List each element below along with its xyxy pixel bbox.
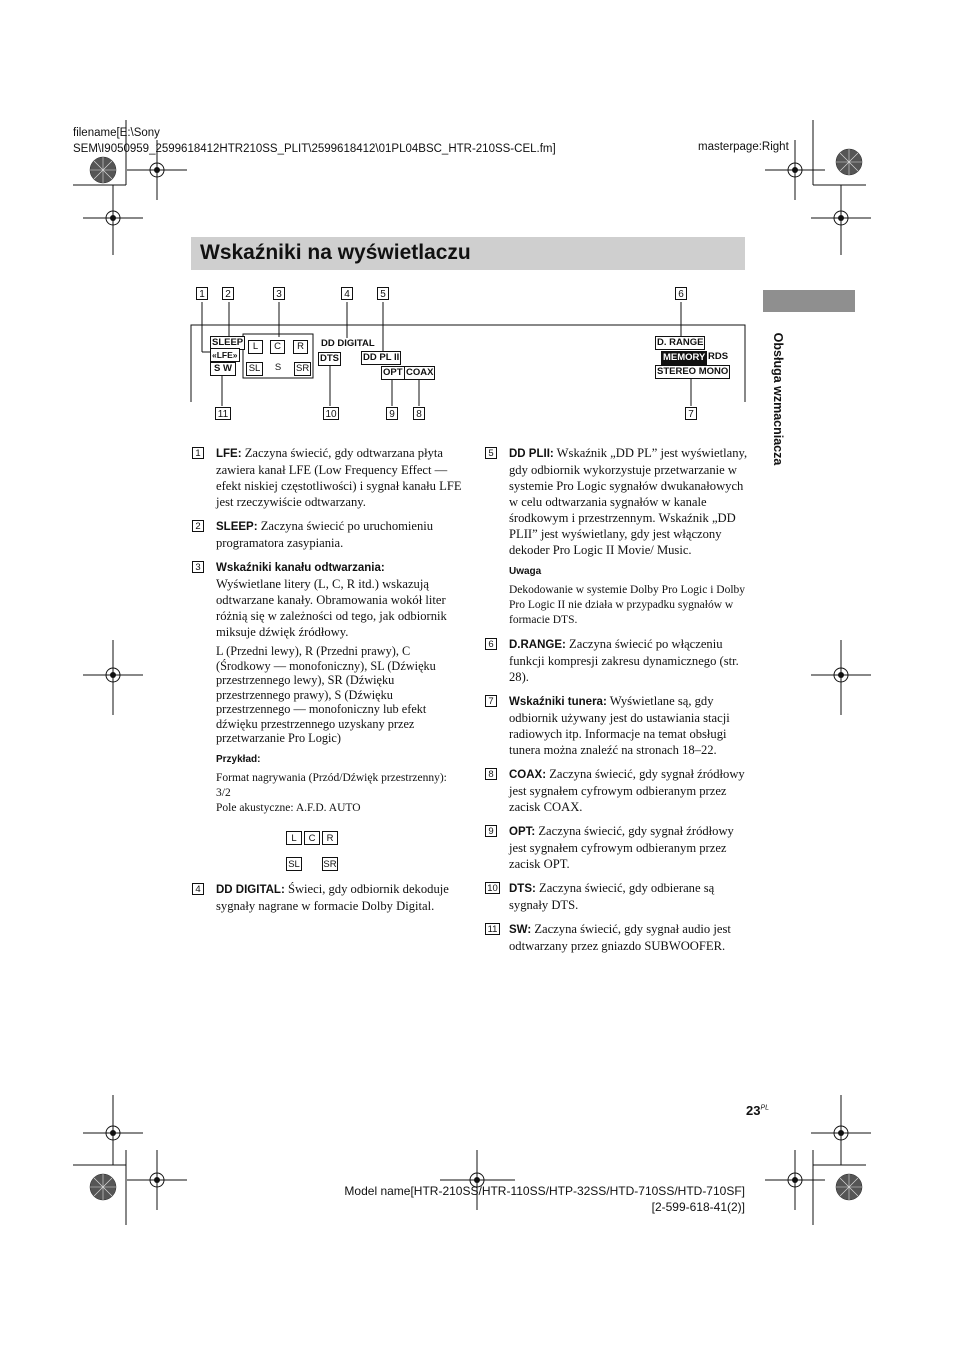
diagram-callout-10: 10 <box>323 407 339 420</box>
item-number: 11 <box>485 923 500 935</box>
list-item <box>192 881 462 914</box>
list-item <box>192 559 462 871</box>
diagram-callout-11: 11 <box>215 407 231 420</box>
page-number-value: 23 <box>746 1103 761 1118</box>
l-indicator: L <box>248 340 263 354</box>
memory-indicator: MEMORY <box>663 352 706 363</box>
item-text: Wskaźnik „DD PL” jest wyświetlany, gdy odbiornik wykorzystuje przetwarzanie w systemie Pro Logic sygnałów dwukanałowych w celu odtwarzania sygnałów w kanale środkowym i przestrzennym. Wskaźnik „DD PLII” jest wyświetlany, gdy jest włączony dekoder Pro Logic II Movie/ Music. <box>509 446 748 557</box>
diagram-callout-7: 7 <box>685 407 697 420</box>
item-text: Świeci, gdy odbiornik dekoduje sygnały nagrane w formacie Dolby Digital. <box>216 881 449 913</box>
drange-indicator: D. RANGE <box>657 337 704 348</box>
list-item <box>485 445 749 628</box>
plii-indicator: DD PL II <box>363 352 400 363</box>
filename-line2: SEM\I9050959_2599618412HTR210SS_PLIT\2599618412\01PL04BSC_HTR-210SS-CEL.fm] <box>73 143 556 155</box>
r-indicator: R <box>293 340 308 354</box>
diagram-callout-9: 9 <box>386 407 398 420</box>
list-item <box>192 518 462 551</box>
opt-indicator: OPT <box>383 367 403 378</box>
item-number: 1 <box>192 447 204 459</box>
page-language-suffix: PL <box>760 1104 770 1112</box>
stereo-mono-indicator: STEREO MONO <box>657 366 729 377</box>
item-text: Zaczyna świecić, gdy sygnał audio jest odtwarzany przez gniazdo SUBWOOFER. <box>509 922 731 953</box>
item-label: Wskaźniki tunera: <box>509 696 607 708</box>
diagram-callout-1: 1 <box>196 287 208 300</box>
sw-indicator: S W <box>210 362 236 376</box>
item-text: Wyświetlane są, gdy odbiornik używany jest do ustawiania stacji radiowych itp. Informacje na temat obsługi tunera można znaleźć na stronach 18–22. <box>509 694 730 757</box>
list-item <box>485 921 749 954</box>
item-number: 10 <box>485 882 500 894</box>
item-text: Zaczyna świecić, gdy sygnał źródłowy jest sygnałem cyfrowym odbieranym przez zacisk OPT. <box>509 824 734 871</box>
item-text: Zaczyna świecić, gdy odbierane są sygnały DTS. <box>509 881 715 912</box>
item-label: LFE: <box>216 448 242 460</box>
item-text-channels: L (Przedni lewy), R (Przedni prawy), C (Środkowy — monofoniczny), SL (Dźwięku przestrzennego lewy), SR (Dźwięku przestrzennego prawy), S (Dźwięku przestrzennego — monofoniczny lub efekt dźwięku przestrzennego uzyskany przez przetwarzanie Pro Logic) <box>216 644 436 745</box>
list-item <box>485 636 749 685</box>
rds-indicator: RDS <box>708 351 729 362</box>
right-column <box>485 445 749 962</box>
example-gap <box>304 853 320 867</box>
dd-digital-indicator: DD DIGITAL <box>321 338 375 349</box>
footer-code: [2-599-618-41(2)] <box>651 1200 745 1214</box>
example-sr-box: SR <box>323 858 337 870</box>
footer-model: Model name[HTR-210SS/HTR-110SS/HTP-32SS/HTD-710SS/HTD-710SF] <box>344 1184 745 1198</box>
diagram-callout-5: 5 <box>377 287 389 300</box>
item-number: 8 <box>485 768 497 780</box>
item-label: DTS: <box>509 883 536 895</box>
list-item <box>192 445 462 510</box>
item-number: 7 <box>485 695 497 707</box>
list-item <box>485 880 749 913</box>
list-item <box>485 766 749 815</box>
masterpage-label: masterpage:Right <box>698 141 789 153</box>
example-r-box: R <box>322 831 338 845</box>
page-title: Wskaźniki na wyświetlaczu <box>200 241 471 264</box>
item-number: 6 <box>485 638 497 650</box>
diagram-callout-2: 2 <box>222 287 234 300</box>
diagram-callout-3: 3 <box>273 287 285 300</box>
item-number: 5 <box>485 447 497 459</box>
diagram-callout-6: 6 <box>675 287 687 300</box>
item-label: DD PLII: <box>509 448 554 460</box>
item-label: SW: <box>509 924 532 936</box>
item-text: Zaczyna świecić po włączeniu funkcji kompresji zakresu dynamicznego (str. 28). <box>509 637 739 684</box>
example-c-box: C <box>304 831 320 845</box>
item-number: 9 <box>485 825 497 837</box>
item-label: D.RANGE: <box>509 639 566 651</box>
sleep-indicator: SLEEP <box>212 337 244 348</box>
item-label: Wskaźniki kanału odtwarzania: <box>216 562 385 574</box>
display-diagram-lines <box>0 0 954 440</box>
item-label: COAX: <box>509 769 547 781</box>
note-text: Dekodowanie w systemie Dolby Pro Logic i Dolby Pro Logic II nie działa w przypadku sygnałów w formacie DTS. <box>509 584 746 626</box>
example-line-1: Format nagrywania (Przód/Dźwięk przestrzenny): 3/2 <box>216 771 447 799</box>
item-text: Wyświetlane litery (L, C, R itd.) wskazują odtwarzane kanały. Obramowania wokół liter różnią się w zależności od tego, jak odbiornik miksuje dźwięk źródłowy. <box>216 577 447 639</box>
note-title: Uwaga <box>509 566 542 577</box>
item-number: 4 <box>192 883 204 895</box>
side-section-label: Obsługa wzmacniacza <box>771 332 785 466</box>
filename-line1: filename[E:\Sony <box>73 127 160 139</box>
s-indicator: S <box>272 362 284 374</box>
example-channel-display <box>286 829 462 871</box>
item-label: DD DIGITAL: <box>216 883 285 896</box>
sr-indicator: SR <box>296 363 310 374</box>
item-number: 2 <box>192 520 204 532</box>
page-number <box>746 1103 769 1118</box>
example-sl-box: SL <box>286 857 302 871</box>
lfe-indicator: «LFE» <box>212 350 238 360</box>
dts-indicator: DTS <box>320 353 339 364</box>
item-label: SLEEP: <box>216 521 258 533</box>
item-text: Zaczyna świecić, gdy sygnał źródłowy jest sygnałem cyfrowym odbieranym przez zacisk COAX. <box>509 767 745 814</box>
coax-indicator: COAX <box>406 367 434 378</box>
item-text: Zaczyna świecić po uruchomieniu programatora zasypiania. <box>216 519 434 550</box>
example-title: Przykład: <box>216 753 261 765</box>
example-l-box: L <box>286 831 302 845</box>
item-number: 3 <box>192 561 204 573</box>
example-line-2: Pole akustyczne: A.F.D. AUTO <box>216 801 361 814</box>
left-column <box>192 445 462 922</box>
c-indicator: C <box>270 340 285 354</box>
item-label: OPT: <box>509 826 536 838</box>
diagram-callout-4: 4 <box>341 287 353 300</box>
item-text: Zaczyna świecić, gdy odtwarzana płyta zawiera kanał LFE (Low Frequency Effect — efekt niskiej częstotliwości) i sygnał kanału LFE jest rzeczywiście odtwarzany. <box>216 446 462 509</box>
list-item <box>485 823 749 872</box>
diagram-callout-8: 8 <box>413 407 425 420</box>
list-item <box>485 693 749 758</box>
sl-indicator: SL <box>246 362 263 376</box>
